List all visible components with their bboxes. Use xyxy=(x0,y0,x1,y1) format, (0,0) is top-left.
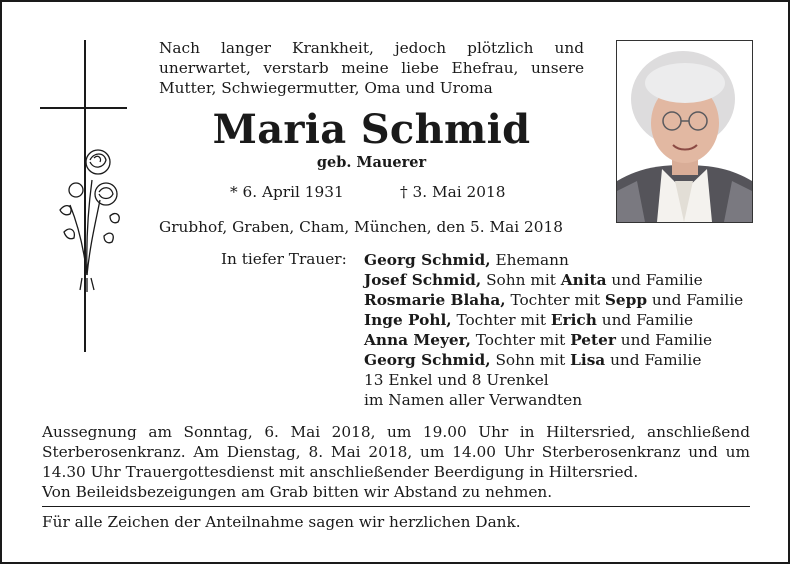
distance-note: Von Beileidsbezeigungen am Grab bitten wir Abstand zu nehmen. xyxy=(42,483,553,501)
mourner-name: Josef Schmid, xyxy=(364,271,482,289)
birth-date: * 6. April 1931 xyxy=(230,183,344,201)
mourner-name: Inge Pohl, xyxy=(364,311,452,329)
thanks-text: Für alle Zeichen der Anteilnahme sagen wir herzlichen Dank. xyxy=(42,513,521,531)
mourner-line xyxy=(364,290,764,310)
maiden-name: geb. Mauerer xyxy=(316,154,427,171)
mourners-list xyxy=(364,250,764,410)
ceremony-info xyxy=(42,422,750,502)
mourner-suffix: und Familie xyxy=(596,311,694,329)
mourner-partner: Erich xyxy=(550,311,597,329)
grandchildren-line: 13 Enkel und 8 Urenkel xyxy=(364,371,549,389)
mourner-relation: Ehemann xyxy=(490,251,569,269)
mourner-suffix: und Familie xyxy=(606,271,703,289)
intro-text: Nach langer Krankheit, jedoch plötzlich und unerwartet, verstarb meine liebe Ehefrau, unsere Mutter, Schwiegermutter, Oma und Uroma xyxy=(159,39,584,97)
mourner-line xyxy=(364,350,764,370)
mourner-name: Georg Schmid, xyxy=(364,351,491,369)
place-and-date: Grubhof, Graben, Cham, München, den 5. Mai 2018 xyxy=(159,218,563,236)
cross-with-roses-icon xyxy=(40,40,130,356)
mourners-label: In tiefer Trauer: xyxy=(221,250,347,268)
mourner-suffix: und Familie xyxy=(647,291,744,309)
ceremony-text: Aussegnung am Sonntag, 6. Mai 2018, um 19.00 Uhr in Hiltersried, anschließend Sterberosenkranz. Am Dienstag, 8. Mai 2018, um 14.00 Uhr Sterberosenkranz und um 14.30 Uhr Trauergottesdienst mit anschließender Beerdigung in Hiltersried. xyxy=(42,423,750,481)
portrait-photo xyxy=(616,40,753,223)
mourner-relation: Tochter mit xyxy=(505,291,605,309)
mourner-relation: Tochter mit xyxy=(470,331,571,349)
mourner-line xyxy=(364,330,764,350)
mourner-partner: Peter xyxy=(570,331,616,349)
mourner-relation: Tochter mit xyxy=(451,311,551,329)
mourner-name: Anna Meyer, xyxy=(364,331,471,349)
death-date: † 3. Mai 2018 xyxy=(400,183,506,201)
mourner-line xyxy=(364,250,764,270)
mourner-partner: Lisa xyxy=(570,351,606,369)
mourner-relation: Sohn mit xyxy=(490,351,571,369)
relatives-line: im Namen aller Verwandten xyxy=(364,391,583,409)
mourner-name: Rosmarie Blaha, xyxy=(364,291,506,309)
mourner-suffix: und Familie xyxy=(615,331,713,349)
mourner-relation: Sohn mit xyxy=(481,271,561,289)
mourner-name: Georg Schmid, xyxy=(364,251,491,269)
deceased-name: Maria Schmid xyxy=(212,106,531,153)
mourner-partner: Sepp xyxy=(604,291,648,309)
mourner-line xyxy=(364,310,764,330)
mourner-suffix: und Familie xyxy=(605,351,702,369)
mourner-line xyxy=(364,270,764,290)
divider xyxy=(42,506,750,507)
mourner-partner: Anita xyxy=(560,271,607,289)
